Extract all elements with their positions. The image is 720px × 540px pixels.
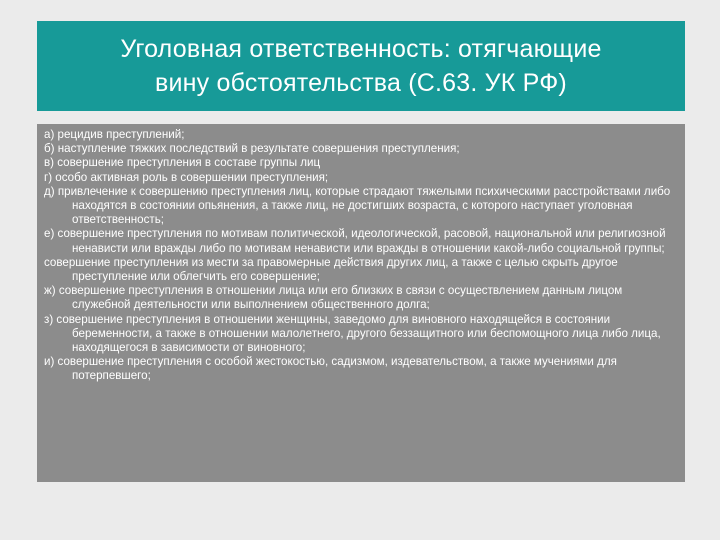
list-item: ж) совершение преступления в отношении лица или его близких в связи с осуществлением данным лицом служебной деятельности или выполнением общественного долга; <box>44 284 623 312</box>
slide-content-box <box>37 124 685 482</box>
list-item: и) совершение преступления с особой жестокостью, садизмом, издевательством, а также мучениями для потерпевшего; <box>44 355 617 383</box>
slide-title: Уголовная ответственность: отягчающие вину обстоятельства (С.63. УК РФ) <box>120 35 602 97</box>
list-item: е) совершение преступления по мотивам политической, идеологической, расовой, национальной или религиозной ненависти или вражды либо по мотивам ненависти или вражды в отношении какой-либо социальной группы; <box>44 227 666 255</box>
slide-title-box <box>37 21 685 111</box>
list-item: а) рецидив преступлений; <box>44 128 185 141</box>
list-item: совершение преступления из мести за правомерные действия других лиц, а также с целью скрыть другое преступление или облегчить его совершение; <box>44 255 618 284</box>
list-item: г) особо активная роль в совершении преступления; <box>44 170 329 184</box>
list-item: б) наступление тяжких последствий в результате совершения преступления; <box>44 142 460 156</box>
list-item: в) совершение преступления в составе группы лиц <box>44 156 321 170</box>
list-item: д) привлечение к совершению преступления лиц, которые страдают тяжелыми психическими расстройствами либо находятся в состоянии опьянения, а также лиц, не достигших возраста, с которого наступает уголовная ответственность; <box>44 184 671 227</box>
list-item: з) совершение преступления в отношении женщины, заведомо для виновного находящейся в состоянии беременности, а также в отношении малолетнего, другого беззащитного или беспомощного лица либо лица, находящегося в зависимости от виновного; <box>44 312 661 355</box>
